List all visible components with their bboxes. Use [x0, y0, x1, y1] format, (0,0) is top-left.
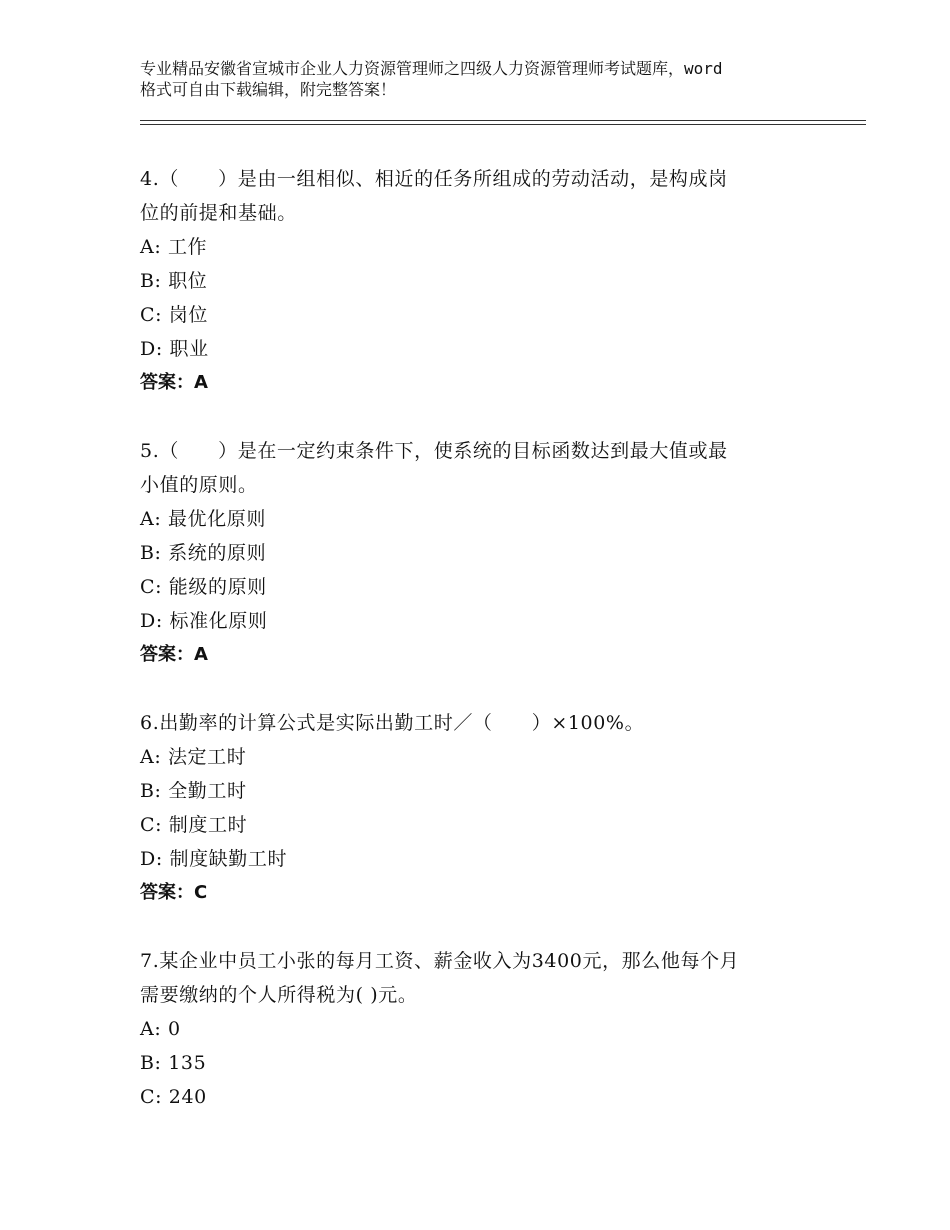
question-6 [140, 706, 820, 910]
option-d: D: 标准化原则 [140, 610, 268, 632]
option-d: D: 职业 [140, 338, 209, 360]
answer-label: 答案：A [140, 644, 208, 665]
option-a: A: 最优化原则 [140, 508, 266, 530]
header-title-line-1: 专业精品安徽省宣城市企业人力资源管理师之四级人力资源管理师考试题库，word [140, 59, 723, 78]
option-b: B: 135 [140, 1052, 207, 1074]
question-text-line: 4.（ ）是由一组相似、相近的任务所组成的劳动活动，是构成岗 [140, 168, 728, 190]
option-c: C: 制度工时 [140, 814, 248, 836]
header-double-rule [140, 120, 866, 125]
question-5 [140, 434, 820, 672]
option-b: B: 全勤工时 [140, 780, 247, 802]
question-text-line: 5.（ ）是在一定约束条件下，使系统的目标函数达到最大值或最 [140, 440, 728, 462]
option-d: D: 制度缺勤工时 [140, 848, 288, 870]
question-text-line: 7.某企业中员工小张的每月工资、薪金收入为3400元，那么他每个月 [140, 950, 740, 972]
answer-label: 答案：A [140, 372, 208, 393]
question-text-line: 位的前提和基础。 [140, 202, 297, 224]
question-text-line: 小值的原则。 [140, 474, 258, 496]
header-title-line-2: 格式可自由下载编辑，附完整答案！ [140, 80, 397, 99]
option-a: A: 法定工时 [140, 746, 247, 768]
question-4 [140, 162, 820, 400]
question-text-line: 6.出勤率的计算公式是实际出勤工时／（ ）×100%。 [140, 712, 645, 734]
answer-label: 答案：C [140, 882, 208, 903]
option-c: C: 岗位 [140, 304, 208, 326]
option-c: C: 能级的原则 [140, 576, 267, 598]
option-a: A: 0 [140, 1018, 181, 1040]
document-header [140, 58, 830, 100]
question-list [140, 162, 820, 1148]
question-text-line: 需要缴纳的个人所得税为( )元。 [140, 984, 418, 1006]
option-a: A: 工作 [140, 236, 208, 258]
option-b: B: 系统的原则 [140, 542, 267, 564]
option-b: B: 职位 [140, 270, 208, 292]
question-7 [140, 944, 820, 1114]
option-c: C: 240 [140, 1086, 207, 1108]
